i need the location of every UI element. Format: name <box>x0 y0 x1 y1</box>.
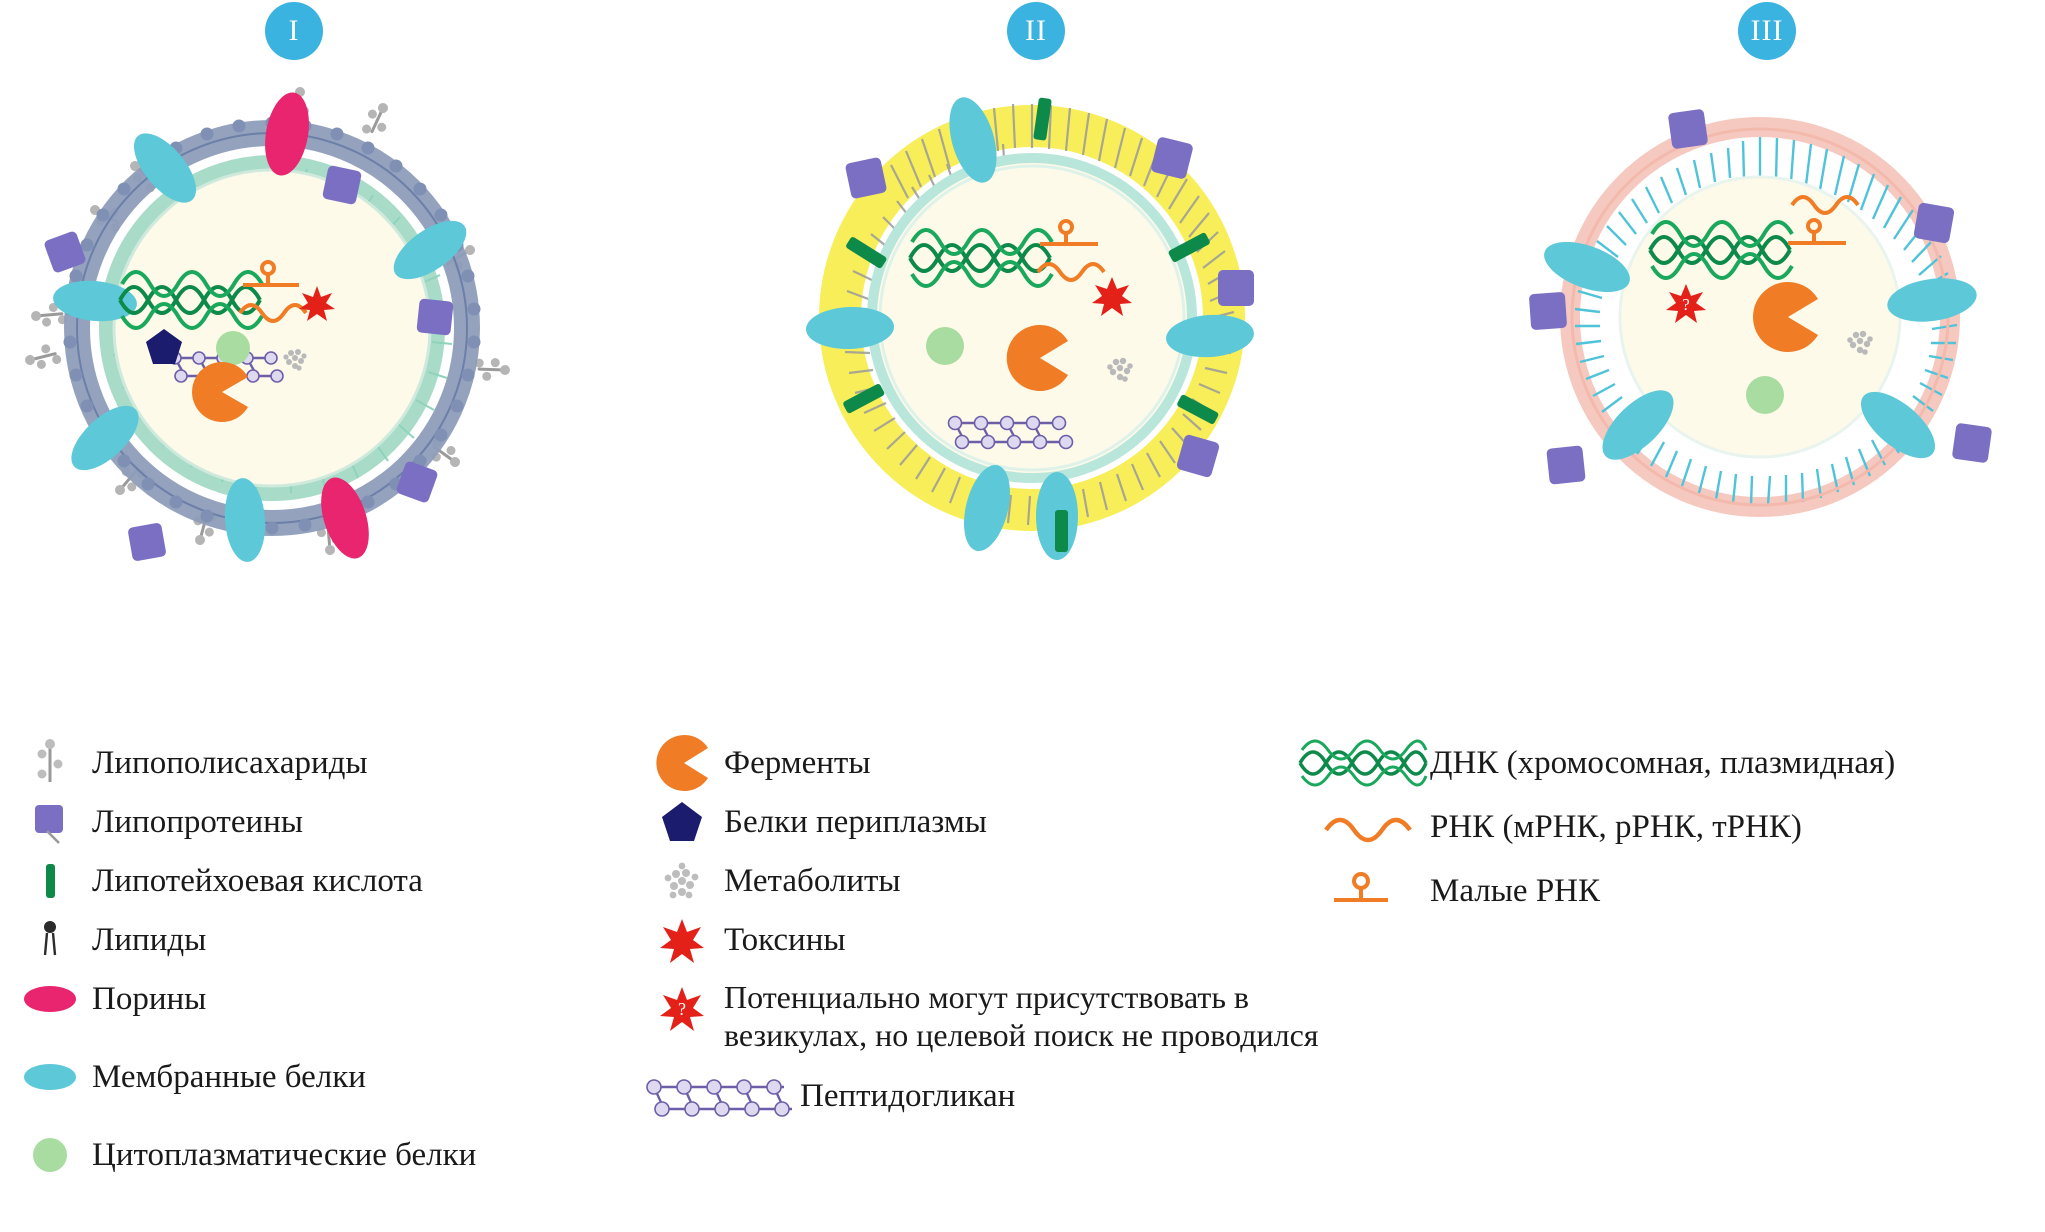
lipoteichoic-acid-icon <box>8 853 92 909</box>
vesicle-gram-positive <box>740 78 1340 638</box>
legend-label: Липополисахариды <box>92 744 368 781</box>
legend-item-lipoteichoic-acid <box>8 853 628 909</box>
legend-column-2 <box>640 735 1340 1128</box>
small-rna-icon <box>1290 863 1430 919</box>
legend-item-cytoplasmic-protein <box>8 1127 628 1183</box>
legend-label: Ферменты <box>724 744 871 781</box>
legend-label: Потенциально могут присутствовать в везикулах, но целевой поиск не проводился <box>724 979 1319 1054</box>
dna-helix-icon <box>1290 735 1430 791</box>
legend-item-periplasm-protein <box>640 794 1340 850</box>
legend-item-membrane-protein <box>8 1049 628 1105</box>
rna-wave-icon <box>1290 799 1430 855</box>
legend-item-small-rna <box>1290 863 2045 919</box>
enzyme-icon <box>640 735 724 791</box>
legend-item-enzyme <box>640 735 1340 791</box>
membrane-protein-icon <box>8 1049 92 1105</box>
legend-item-lipid <box>8 912 628 968</box>
svg-text:?: ? <box>1682 295 1690 314</box>
vesicle-membrane <box>1480 95 2040 615</box>
potential-toxin-icon <box>640 978 724 1034</box>
legend-label: Липотейхоевая кислота <box>92 862 423 899</box>
periplasm-protein-icon <box>640 794 724 850</box>
legend-item-rna <box>1290 799 2045 855</box>
legend-item-dna <box>1290 735 2045 791</box>
legend-label: РНК (мРНК, рРНК, тРНК) <box>1430 808 1802 845</box>
legend-label: Метаболиты <box>724 862 901 899</box>
legend-label: Белки периплазмы <box>724 803 987 840</box>
panel-badge-3 <box>1738 2 1796 60</box>
legend-item-porin <box>8 971 628 1027</box>
legend-label: ДНК (хромосомная, плазмидная) <box>1430 744 1896 781</box>
legend-column-3 <box>1290 735 2045 922</box>
legend-item-lipoprotein <box>8 794 628 850</box>
svg-text:?: ? <box>678 999 686 1019</box>
lipoprotein-icon <box>8 794 92 850</box>
legend-item-peptidoglycan <box>640 1069 1340 1125</box>
legend-column-1 <box>8 735 628 1186</box>
panel-label-2: II <box>1025 14 1047 47</box>
metabolite-icon <box>640 853 724 909</box>
lipopolysaccharide-icon <box>8 735 92 791</box>
porin-icon <box>8 971 92 1027</box>
peptidoglycan-icon <box>640 1069 800 1125</box>
panel-label-3: III <box>1750 14 1784 47</box>
legend-label: Цитоплазматические белки <box>92 1136 477 1173</box>
vesicle-gram-negative <box>0 70 640 670</box>
legend-label: Липопротеины <box>92 803 303 840</box>
cytoplasmic-protein-icon <box>8 1127 92 1183</box>
legend-label: Малые РНК <box>1430 872 1601 909</box>
legend-item-toxin <box>640 912 1340 968</box>
legend-label: Порины <box>92 980 207 1017</box>
legend <box>0 735 2045 1232</box>
lipid-icon <box>8 912 92 968</box>
toxin-icon <box>640 912 724 968</box>
legend-item-potential-toxin <box>640 978 1340 1055</box>
cytoplasmic-protein <box>216 331 250 365</box>
legend-label: Токсины <box>724 921 846 958</box>
panel-label-1: I <box>288 14 300 47</box>
legend-label: Липиды <box>92 921 207 958</box>
legend-label: Мембранные белки <box>92 1058 366 1095</box>
panel-badge-1 <box>265 2 323 60</box>
panel-badge-2 <box>1007 2 1065 60</box>
legend-label: Пептидогликан <box>800 1078 1016 1115</box>
legend-item-lipopolysaccharide <box>8 735 628 791</box>
legend-item-metabolite <box>640 853 1340 909</box>
